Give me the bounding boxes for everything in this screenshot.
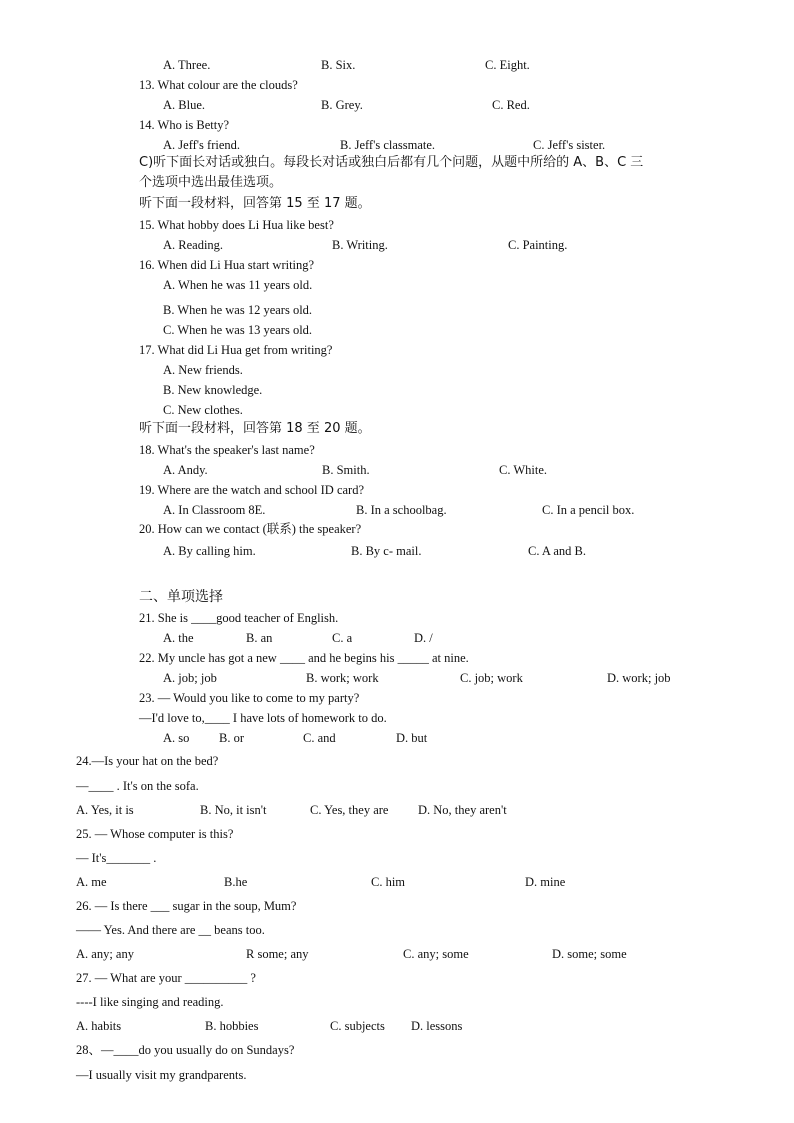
q18-option-c: C. White. bbox=[499, 463, 548, 477]
q26-option-a: A. any; any bbox=[76, 947, 134, 961]
q13-option-c: C. Red. bbox=[492, 98, 530, 112]
q14-option-b: B. Jeff's classmate. bbox=[340, 138, 436, 152]
q22-option-d: D. work; job bbox=[607, 671, 671, 685]
q18-option-b: B. Smith. bbox=[322, 463, 370, 477]
q13-stem: 13. What colour are the clouds? bbox=[139, 78, 298, 92]
material-heading-18-20: 听下面一段材料，回答第 18 至 20 题。 bbox=[139, 421, 371, 436]
q21-option-c: C. a bbox=[332, 631, 353, 645]
q26-option-c: C. any; some bbox=[403, 947, 469, 961]
q13-option-b: B. Grey. bbox=[321, 98, 363, 112]
q25-option-d: D. mine bbox=[525, 875, 566, 889]
q16-option-c: C. When he was 13 years old. bbox=[163, 323, 313, 337]
q24-stem-reply: —____ . It's on the sofa. bbox=[76, 779, 199, 793]
q23-option-d: D. but bbox=[396, 731, 428, 745]
q26-stem: 26. — Is there ___ sugar in the soup, Mum? bbox=[76, 899, 297, 913]
q16-option-a: A. When he was 11 years old. bbox=[163, 278, 313, 292]
q22-option-c: C. job; work bbox=[460, 671, 523, 685]
part-c-instruction-line2: 个选项中选出最佳选项。 bbox=[139, 175, 283, 190]
q13-option-a: A. Blue. bbox=[163, 98, 206, 112]
q20-stem: 20. How can we contact (联系) the speaker? bbox=[139, 522, 362, 536]
q17-stem: 17. What did Li Hua get from writing? bbox=[139, 343, 333, 357]
q21-option-d: D. / bbox=[414, 631, 433, 645]
q24-option-a: A. Yes, it is bbox=[76, 803, 134, 817]
q28-stem: 28、—____do you usually do on Sundays? bbox=[76, 1043, 295, 1057]
q25-stem: 25. — Whose computer is this? bbox=[76, 827, 234, 841]
q14-stem: 14. Who is Betty? bbox=[139, 118, 230, 132]
q25-option-a: A. me bbox=[76, 875, 107, 889]
q20-option-c: C. A and B. bbox=[528, 544, 586, 558]
q27-stem-reply: ----I like singing and reading. bbox=[76, 995, 224, 1009]
q23-option-b: B. or bbox=[219, 731, 244, 745]
q23-stem: 23. — Would you like to come to my party? bbox=[139, 691, 360, 705]
q16-option-b: B. When he was 12 years old. bbox=[163, 303, 313, 317]
q26-option-b: R some; any bbox=[246, 947, 309, 961]
section-title-multiple-choice: 二、单项选择 bbox=[139, 589, 223, 605]
q26-option-d: D. some; some bbox=[552, 947, 627, 961]
q28-stem-reply: —I usually visit my grandparents. bbox=[76, 1068, 247, 1082]
q19-option-b: B. In a schoolbag. bbox=[356, 503, 447, 517]
material-heading-15-17: 听下面一段材料，回答第 15 至 17 题。 bbox=[139, 196, 371, 211]
q17-option-a: A. New friends. bbox=[163, 363, 243, 377]
q15-option-a: A. Reading. bbox=[163, 238, 224, 252]
q14-option-a: A. Jeff's friend. bbox=[163, 138, 241, 152]
q17-option-c: C. New clothes. bbox=[163, 403, 243, 417]
q24-stem: 24.—Is your hat on the bed? bbox=[76, 754, 219, 768]
q12-option-b: B. Six. bbox=[321, 58, 356, 72]
q17-option-b: B. New knowledge. bbox=[163, 383, 263, 397]
q25-stem-reply: — It's_______ . bbox=[76, 851, 157, 865]
q26-stem-reply: —— Yes. And there are __ beans too. bbox=[76, 923, 265, 937]
q15-stem: 15. What hobby does Li Hua like best? bbox=[139, 218, 334, 232]
q20-option-a: A. By calling him. bbox=[163, 544, 256, 558]
q21-option-b: B. an bbox=[246, 631, 273, 645]
q19-option-a: A. In Classroom 8E. bbox=[163, 503, 266, 517]
part-c-instruction-line1: C)听下面长对话或独白。每段长对话或独白后都有几个问题，从题中所给的 A、B、C 三 bbox=[139, 155, 644, 170]
q23-stem-reply: —I'd love to,____ I have lots of homework to do. bbox=[139, 711, 387, 725]
q15-option-c: C. Painting. bbox=[508, 238, 568, 252]
q24-option-d: D. No, they aren't bbox=[418, 803, 507, 817]
q27-option-a: A. habits bbox=[76, 1019, 122, 1033]
q12-option-c: C. Eight. bbox=[485, 58, 530, 72]
q23-option-c: C. and bbox=[303, 731, 336, 745]
q18-option-a: A. Andy. bbox=[163, 463, 208, 477]
q20-option-b: B. By c- mail. bbox=[351, 544, 422, 558]
q23-option-a: A. so bbox=[163, 731, 190, 745]
q14-option-c: C. Jeff's sister. bbox=[533, 138, 606, 152]
q24-option-c: C. Yes, they are bbox=[310, 803, 389, 817]
q19-stem: 19. Where are the watch and school ID card? bbox=[139, 483, 365, 497]
q27-option-b: B. hobbies bbox=[205, 1019, 259, 1033]
q12-option-a: A. Three. bbox=[163, 58, 211, 72]
q19-option-c: C. In a pencil box. bbox=[542, 503, 635, 517]
q15-option-b: B. Writing. bbox=[332, 238, 388, 252]
q18-stem: 18. What's the speaker's last name? bbox=[139, 443, 315, 457]
q16-stem: 16. When did Li Hua start writing? bbox=[139, 258, 315, 272]
q24-option-b: B. No, it isn't bbox=[200, 803, 267, 817]
q25-option-c: C. him bbox=[371, 875, 406, 889]
q21-stem: 21. She is ____good teacher of English. bbox=[139, 611, 339, 625]
q21-option-a: A. the bbox=[163, 631, 194, 645]
q22-stem: 22. My uncle has got a new ____ and he begins his _____ at nine. bbox=[139, 651, 469, 665]
q27-option-d: D. lessons bbox=[411, 1019, 463, 1033]
q27-option-c: C. subjects bbox=[330, 1019, 385, 1033]
q22-option-a: A. job; job bbox=[163, 671, 217, 685]
q27-stem: 27. — What are your __________ ? bbox=[76, 971, 256, 985]
q22-option-b: B. work; work bbox=[306, 671, 379, 685]
q25-option-b: B.he bbox=[224, 875, 248, 889]
